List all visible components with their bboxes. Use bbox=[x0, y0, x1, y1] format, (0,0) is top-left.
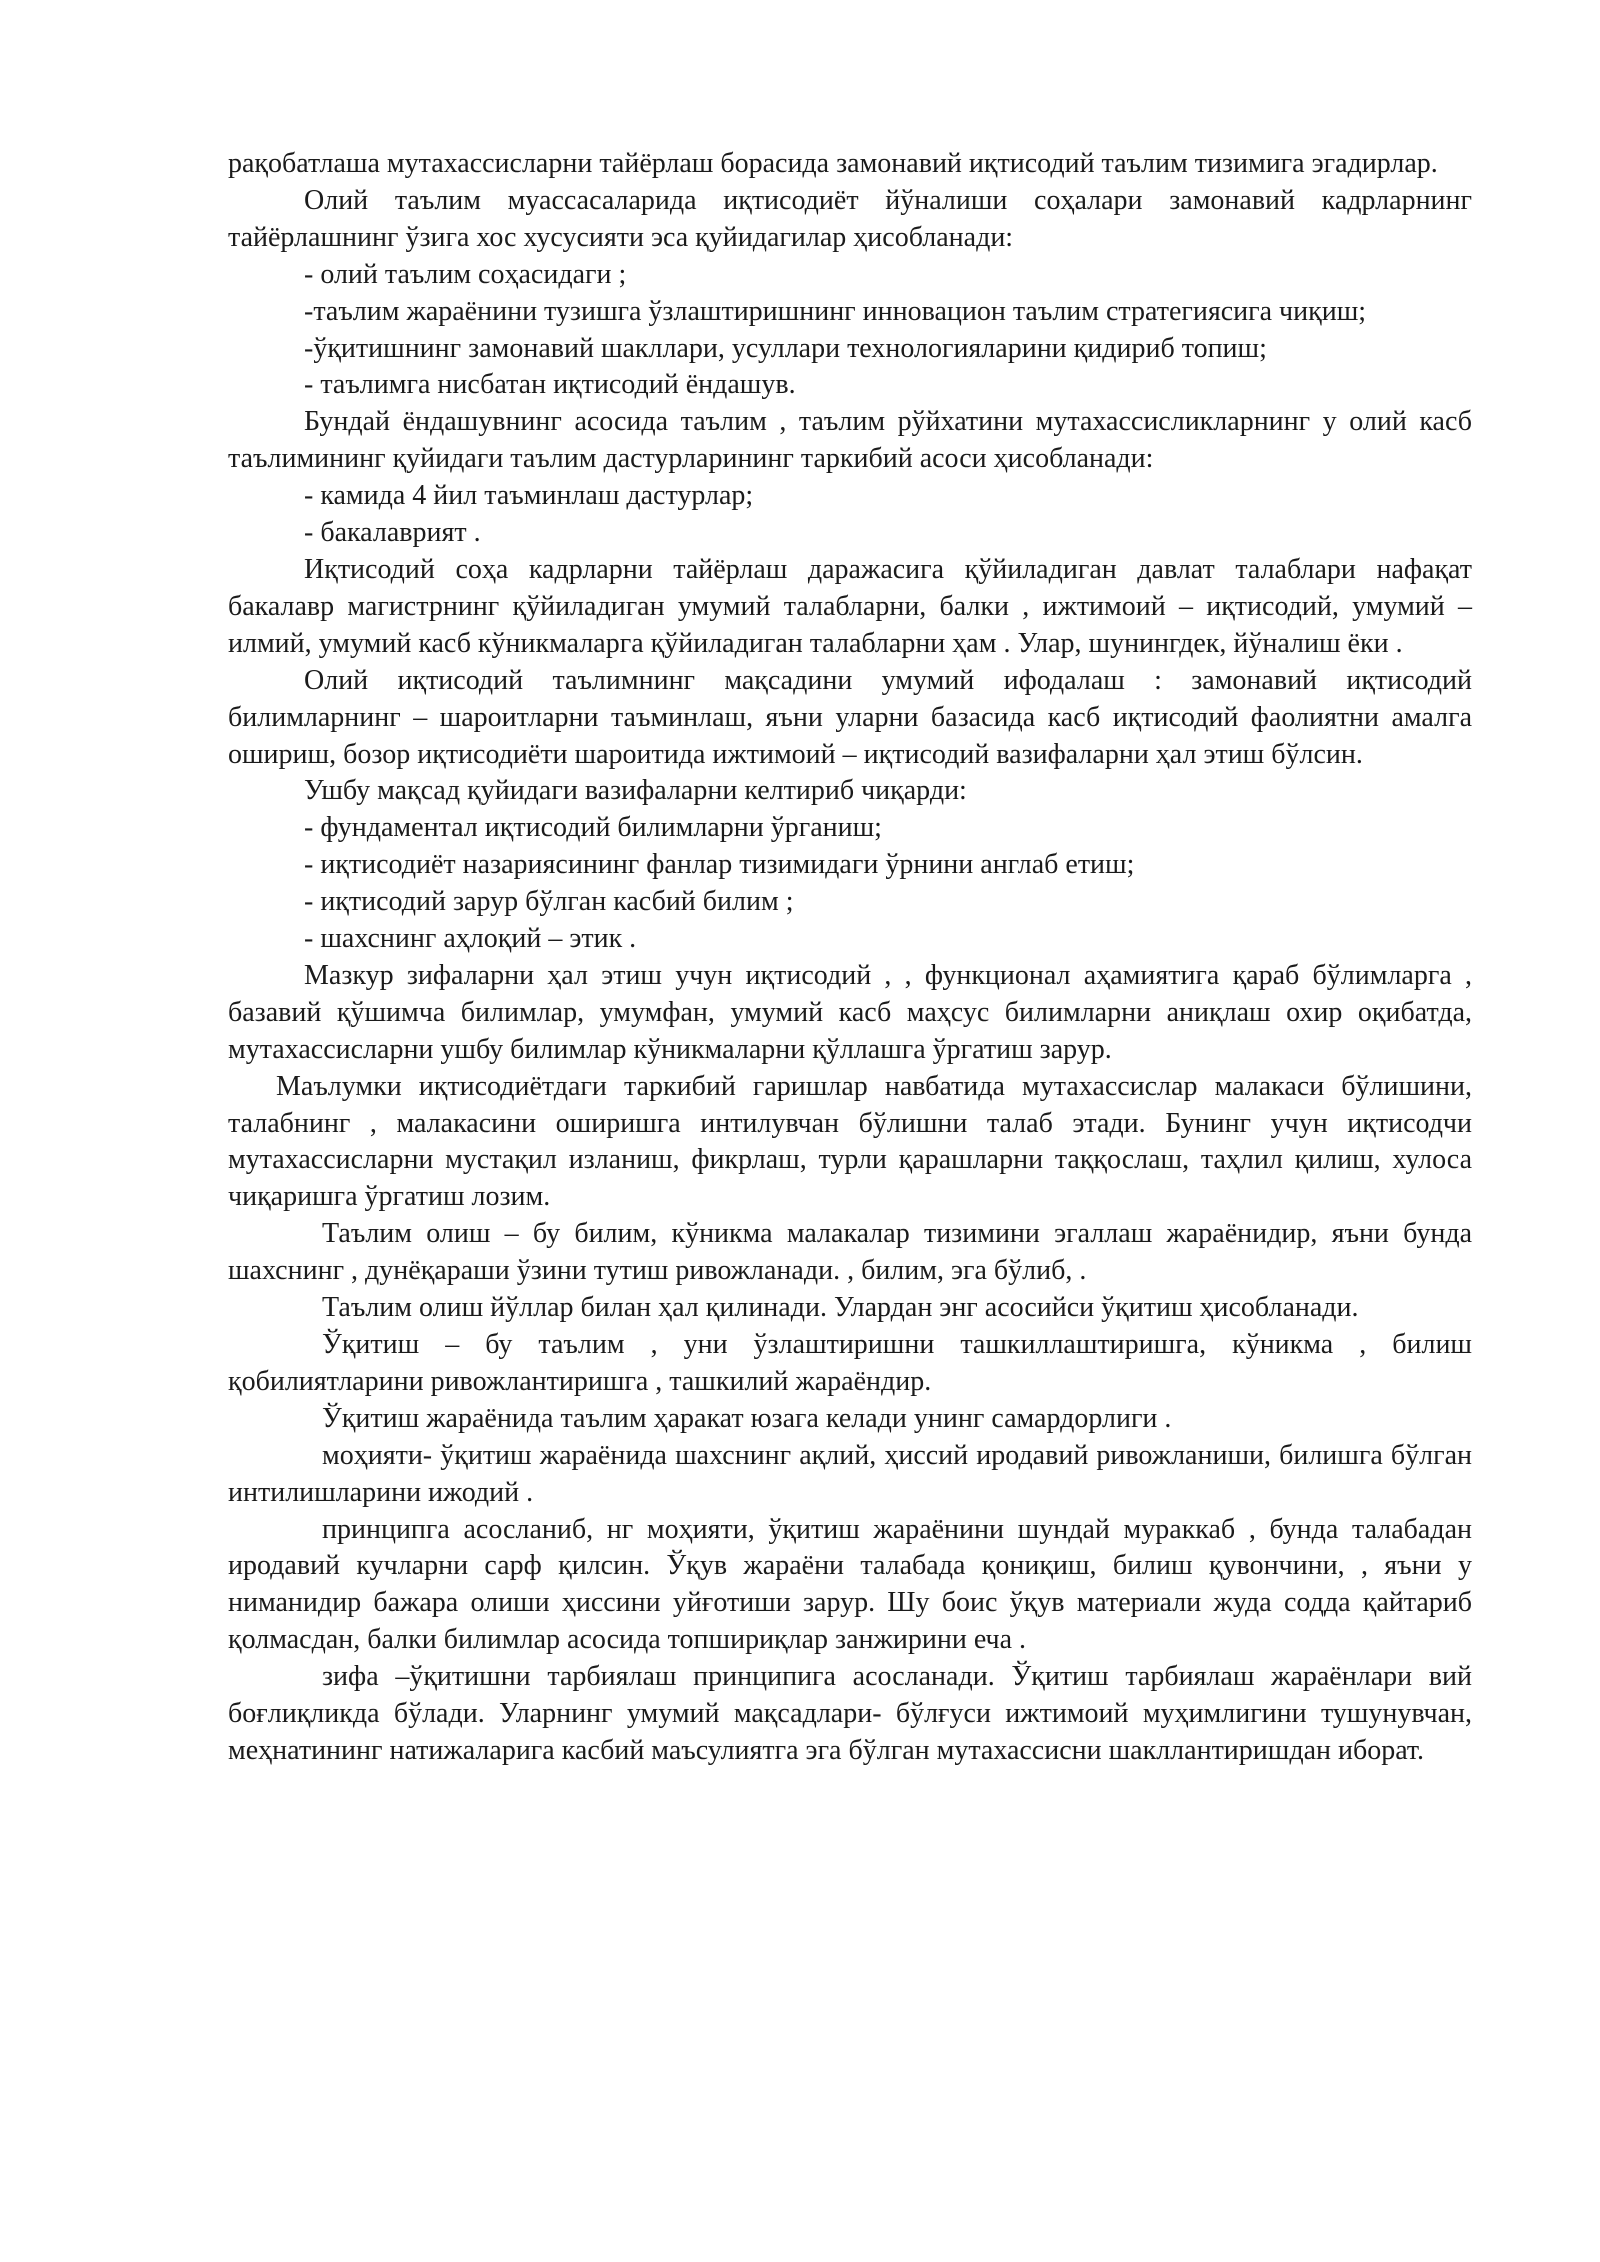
list-item-2: -таълим жараёнини тузишга ўзлаштиришнинг инновацион таълим стратегиясига чиқиш; bbox=[304, 295, 1367, 327]
paragraph-10: Таълим олиш йўллар билан ҳал қилинади. Улардан энг асосийси ўқитиш ҳисобланади. bbox=[322, 1292, 1359, 1324]
paragraph-7: Мазкур зифаларни ҳал этиш учун иқтисодий , , функционал аҳамиятига қараб бўлимларга , базавий қўшимча билимлар, умумфан, умумий касб маҳсус билимларни аниқлаш охир оқибатда, мутахассисларни ушбу билимлар кўникмаларни қўллашга ўргатиш зарур. bbox=[228, 959, 1472, 1065]
list-item-6: - бакалаврият . bbox=[304, 517, 481, 549]
list-item-5: - камида 4 йил таъминлаш дастурлар; bbox=[304, 480, 754, 512]
list-item-1: - олий таълим соҳасидаги ; bbox=[304, 258, 627, 290]
list-item-10: - шахснинг аҳлоқий – этик . bbox=[304, 923, 637, 955]
paragraph-1: рақобатлаша мутахассисларни тайёрлаш борасида замонавий иқтисодий таълим тизимига эгадирлар. bbox=[228, 148, 1438, 179]
list-item-3: -ўқитишнинг замонавий шакллари, усуллари технологияларини қидириб топиш; bbox=[304, 332, 1267, 364]
paragraph-9: Таълим олиш – бу билим, кўникма малакалар тизимини эгаллаш жараёнидир, яъни бунда шахснинг , дунёқараши ўзини тутиш ривожланади. , билим, эга бўлиб, . bbox=[228, 1218, 1472, 1287]
paragraph-2: Олий таълим муассасаларида иқтисодиёт йўналиши соҳалари замонавий кадрларнинг тайёрлашнинг ўзига хос хусусияти эса қуйидагилар ҳисобланади: bbox=[228, 184, 1472, 253]
paragraph-14: принципга асосланиб, нг моҳияти, ўқитиш жараёнини шундай мураккаб , бунда талабадан иродавий кучларни сарф қилсин. Ўқув жараёни талабада қониқиш, билиш қувончини, , яъни у ниманидир бажара олиши ҳиссини уйғотиши зарур. Шу боис ўқув материали жуда содда қайтариб қолмасдан, балки билимлар асосида топшириқлар занжирини еча . bbox=[228, 1513, 1472, 1656]
paragraph-12: Ўқитиш жараёнида таълим ҳаракат юзага келади унинг самардорлиги . bbox=[322, 1402, 1172, 1434]
paragraph-3: Бундай ёндашувнинг асосида таълим , таълим рўйхатини мутахассисликларнинг у олий касб таълимининг қуйидаги таълим дастурларининг таркибий асоси ҳисобланади: bbox=[228, 406, 1472, 475]
list-item-7: - фундаментал иқтисодий билимларни ўрганиш; bbox=[304, 812, 882, 844]
paragraph-11: Ўқитиш – бу таълим , уни ўзлаштиришни ташкиллаштиришга, кўникма , билиш қобилиятларини ривожлантиришга , ташкилий жараёндир. bbox=[228, 1329, 1472, 1397]
document-body bbox=[228, 146, 1472, 1770]
paragraph-13: моҳияти- ўқитиш жараёнида шахснинг ақлий, ҳиссий иродавий ривожланиши, билишга бўлган интилишларини ижодий . bbox=[228, 1439, 1472, 1508]
list-item-8: - иқтисодиёт назариясининг фанлар тизимидаги ўрнини англаб етиш; bbox=[304, 849, 1135, 881]
paragraph-5: Олий иқтисодий таълимнинг мақсадини умумий ифодалаш : замонавий иқтисодий билимларнинг – шароитларни таъминлаш, яъни уларни базасида касб иқтисодий фаолиятни амалга ошириш, бозор иқтисодиёти шароитида ижтимоий – иқтисодий вазифаларни ҳал этиш бўлсин. bbox=[228, 664, 1472, 770]
list-item-4: - таълимга нисбатан иқтисодий ёндашув. bbox=[304, 369, 796, 401]
paragraph-15: зифа –ўқитишни тарбиялаш принципига асосланади. Ўқитиш тарбиялаш жараёнлари вий боғлиқликда бўлади. Уларнинг умумий мақсадлари- бўлғуси ижтимоий муҳимлигини тушунувчан, меҳнатининг натижаларига касбий маъсулиятга эга бўлган мутахассисни шакллантиришдан иборат. bbox=[228, 1661, 1472, 1766]
paragraph-4: Иқтисодий соҳа кадрларни тайёрлаш даражасига қўйиладиган давлат талаблари нафақат бакалавр магистрнинг қўйиладиган умумий талабларни, балки , ижтимоий – иқтисодий, умумий – илмий, умумий касб кўникмаларга қўйиладиган талабларни ҳам . Улар, шунингдек, йўналиш ёки . bbox=[228, 553, 1472, 659]
list-item-9: - иқтисодий зарур бўлган касбий билим ; bbox=[304, 886, 794, 918]
paragraph-6: Ушбу мақсад қуйидаги вазифаларни келтириб чиқарди: bbox=[304, 775, 967, 807]
paragraph-8: Маълумки иқтисодиётдаги таркибий гаришлар навбатида мутахассислар малакаси бўлишини, талабнинг , малакасини оширишга интилувчан бўлишни талаб этади. Бунинг учун иқтисодчи мутахассисларни мустақил изланиш, фикрлаш, турли қарашларни таққослаш, таҳлил қилиш, хулоса чиқаришга ўргатиш лозим. bbox=[228, 1070, 1472, 1213]
